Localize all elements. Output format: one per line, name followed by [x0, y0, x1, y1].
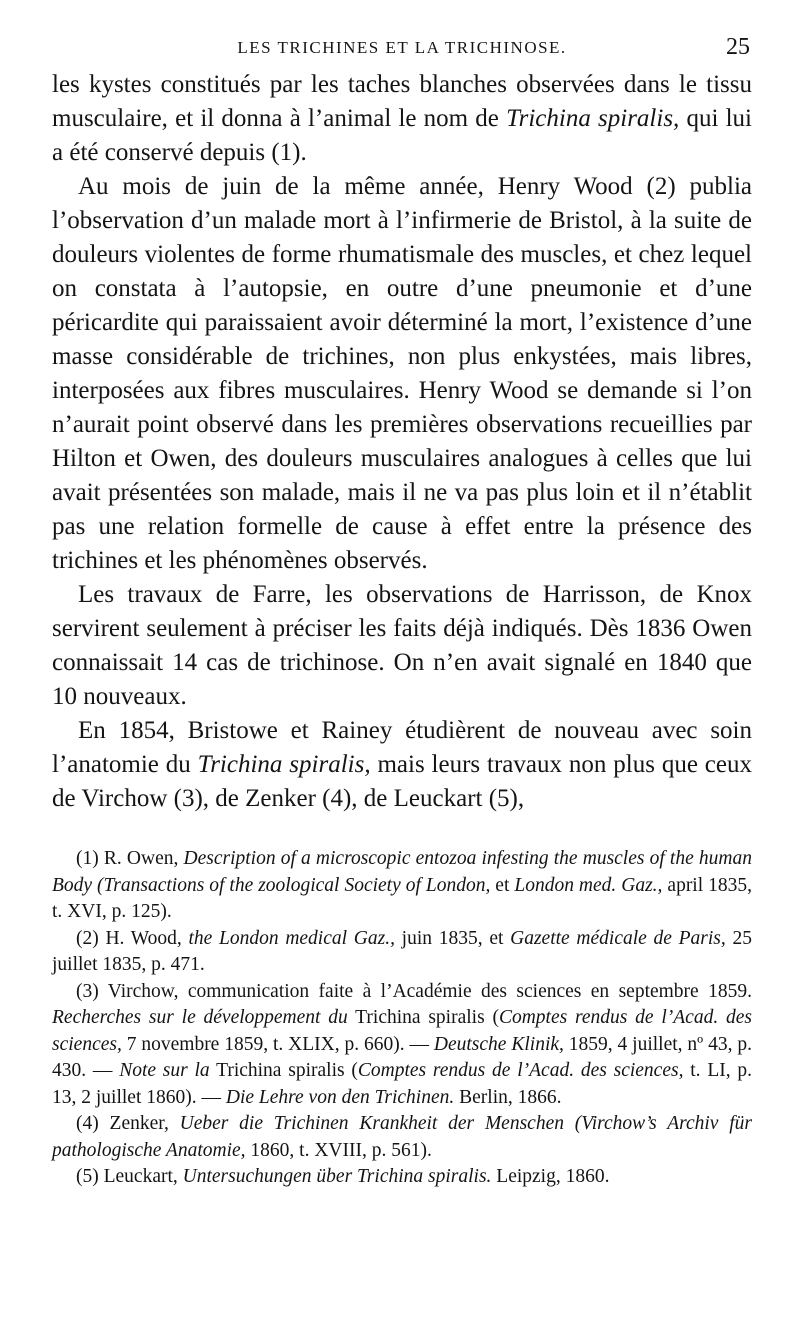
footnote-1-part: (1) R. Owen,: [76, 848, 184, 869]
footnote-3-part: Trichina spiralis (: [209, 1060, 358, 1081]
footnote-3-italic: Note sur la: [119, 1060, 210, 1081]
footnote-2-part: (2) H. Wood,: [76, 927, 189, 949]
footnote-1-part: april 1835, t. XVI, p. 125).: [52, 874, 752, 922]
footnote-2-italic: Gazette médicale de Paris,: [510, 927, 726, 949]
paragraph-4: [52, 714, 752, 816]
footnote-3-part: t. LI, p. 13, 2 juillet 1860). —: [52, 1060, 753, 1108]
footnote-3: [52, 979, 752, 1112]
footnote-3-part: 1859, 4 juillet, nº 43, p. 430. —: [52, 1033, 753, 1081]
paragraph-4-italic: Trichina spiralis,: [197, 751, 371, 778]
footnote-4-part: 1860, t. XVIII, p. 561).: [245, 1139, 432, 1161]
footnote-4-italic: Ueber die Trichinen Krankheit der Menschen (Virchow’s Archiv für pathologische Anatomie,: [52, 1113, 753, 1161]
footnote-3-italic: Deutsche Klinik,: [433, 1033, 564, 1055]
footnote-2-part: 25 juillet 1835, p. 471.: [52, 927, 752, 975]
footnote-3-italic: Comptes rendus de l’Acad. des sciences,: [357, 1060, 684, 1081]
paragraph-1-text-end: qui lui a été conservé depuis (1).: [52, 105, 752, 166]
footnote-2-italic: the London medical Gaz.,: [188, 927, 395, 949]
footnote-1-italic: Description of a microscopic entozoa infesting the muscles of the human Body (Transactions of the zoological Society of London,: [52, 848, 752, 896]
footnote-1-italic: London med. Gaz.,: [514, 874, 663, 896]
paragraph-2: Au mois de juin de la même année, Henry Wood (2) publia l’observation d’un malade mort à l’infirmerie de Bristol, à la suite de douleurs violentes de forme rhumatismale des muscles, et chez lequel on constata à l’autopsie, en outre d’une pneumonie et d’une péricardite qui paraissaient avoir déterminé la mort, l’existence d’une masse considérable de trichines, non plus enkystées, mais libres, interposées aux fibres musculaires. Henry Wood se demande si l’on n’aurait point observé dans les premières observations recueillies par Hilton et Owen, des douleurs musculaires analogues à celles que lui avait présentées son malade, mais il ne va pas plus loin et il n’établit pas une relation formelle de cause à effet entre la présence des trichines et les phénomènes observés.: [52, 173, 752, 574]
footnote-4: [52, 1111, 752, 1164]
running-head: [52, 34, 752, 68]
paragraph-1-italic: Trichina spiralis,: [506, 105, 680, 132]
paragraph-4-text-end: mais leurs travaux non plus que ceux de Virchow (3), de Zenker (4), de Leuckart (5),: [52, 751, 752, 812]
footnote-3-part: (3) Virchow, communication faite à l’Académie des sciences en septembre 1859.: [76, 980, 752, 1002]
footnote-1: [52, 846, 752, 926]
paragraph-4-text: En 1854, Bristowe et Rainey étudièrent de nouveau avec soin l’anatomie du: [52, 717, 752, 778]
footnote-3-part: Trichina spiralis (: [347, 1007, 499, 1028]
footnotes: [52, 846, 752, 1191]
main-text: [52, 68, 752, 816]
footnote-5-part: Leipzig, 1860.: [491, 1166, 610, 1187]
running-title: LES TRICHINES ET LA TRICHINOSE.: [237, 38, 567, 57]
footnote-2-part: juin 1835, et: [394, 927, 511, 949]
footnote-3-italic: Die Lehre von den Trichinen.: [225, 1086, 455, 1108]
footnote-5: [52, 1164, 752, 1191]
paragraph-1-text: les kystes constitués par les taches blanches observées dans le tissu musculaire, et il donna à l’animal le nom de: [52, 71, 752, 132]
footnote-3-part: Berlin, 1866.: [454, 1086, 562, 1108]
footnote-3-italic: Recherches sur le développement du: [52, 1007, 348, 1028]
paragraph-3: Les travaux de Farre, les observations de Harrisson, de Knox servirent seulement à préciser les faits déjà indiqués. Dès 1836 Owen connaissait 14 cas de trichinose. On n’en avait signalé en 1840 que 10 nouveaux.: [52, 581, 752, 710]
footnote-1-part: et: [490, 874, 515, 896]
footnote-3-italic: Comptes rendus de l’Acad. des sciences,: [52, 1007, 752, 1055]
footnote-3-part: 7 novembre 1859, t. XLIX, p. 660). —: [121, 1033, 434, 1055]
page-number: 25: [726, 34, 750, 60]
footnote-5-part: (5) Leuckart,: [76, 1166, 183, 1187]
paragraph-1: [52, 68, 752, 170]
footnote-2: [52, 926, 752, 979]
footnote-5-italic: Untersuchungen über Trichina spiralis.: [182, 1166, 492, 1187]
footnote-4-part: (4) Zenker,: [76, 1113, 180, 1134]
